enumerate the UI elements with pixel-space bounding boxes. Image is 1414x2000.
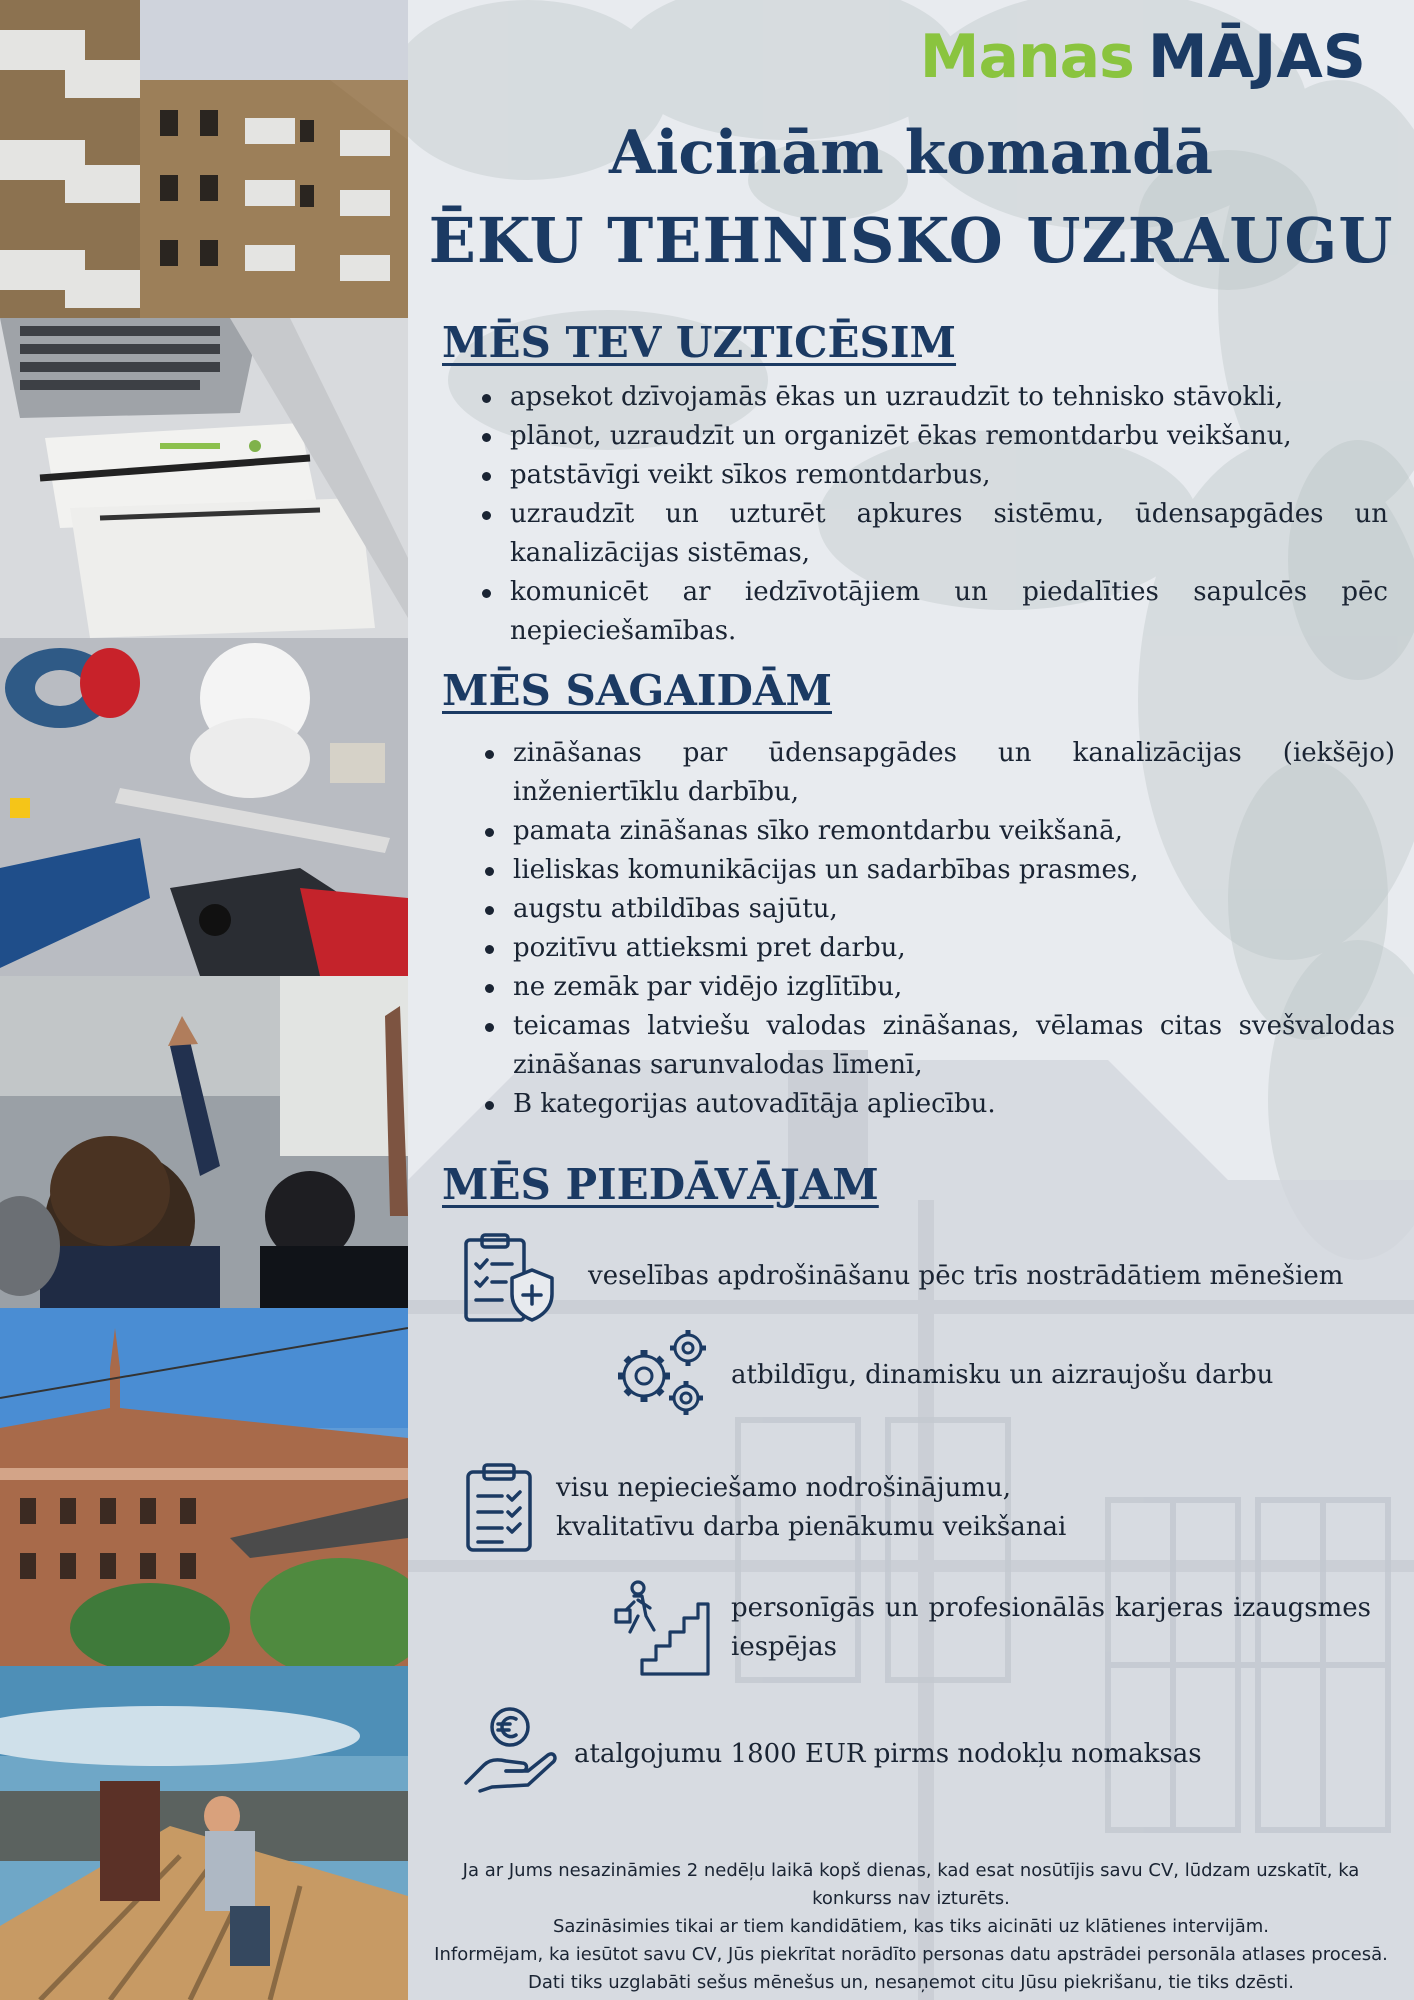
health-insurance-clipboard-icon [462,1232,558,1324]
list-item: teicamas latviešu valodas zināšanas, vēlamas citas svešvalodas zināšanas sarunvalodas līmenī, [513,1007,1395,1085]
photo-column [0,0,408,2000]
title-line-2: ĒKU TEHNISKO UZRAUGU [428,204,1394,277]
tools-light-bulbs-photo [0,638,408,976]
expect-list [513,734,1395,1124]
section-heading-trust: MĒS TEV UZTICĒSIM [442,318,957,367]
list-item: komunicēt ar iedzīvotājiem un piedalīties sapulcēs pēc nepieciešamības. [510,573,1388,651]
laptop-notebook-desk-photo [0,318,408,638]
list-item: uzraudzīt un uzturēt apkures sistēmu, ūdensapgādes un kanalizācijas sistēmas, [510,495,1388,573]
list-item: B kategorijas autovadītāja apliecību. [513,1085,1395,1124]
list-item: patstāvīgi veikt sīkos remontdarbus, [510,456,1388,495]
company-logo [920,22,1366,92]
offer-text-equipment: visu nepieciešamo nodrošinājumu, kvalitatīvu darba pienākumu veikšanai [556,1473,1067,1542]
footer-line: Dati tiks uzglabāti sešus mēnešus un, nesaņemot citu Jūsu piekrišanu, tie tiks dzēsti. [528,1972,1294,1993]
list-item: plānot, uzraudzīt un organizēt ēkas remontdarbu veikšanu, [510,417,1388,456]
roof-worker-photo [0,1666,408,2000]
offer-text-work: atbildīgu, dinamisku un aizraujošu darbu [731,1360,1274,1390]
list-item: zināšanas par ūdensapgādes un kanalizācijas (iekšējo) inženiertīklu darbību, [513,734,1395,812]
offer-text-insurance: veselības apdrošināšanu pēc trīs nostrādātiem mēnešiem [588,1261,1344,1291]
trust-list [510,378,1388,651]
list-item: pozitīvu attieksmi pret darbu, [513,929,1395,968]
offer-text-career: personīgās un profesionālās karjeras izaugsmes iespējas [731,1593,1371,1662]
list-item: augstu atbildības sajūtu, [513,890,1395,929]
career-stairs-icon [612,1580,712,1678]
euro-hand-icon [462,1703,558,1793]
offer-text-salary: atalgojumu 1800 EUR pirms nodokļu nomaksas [574,1739,1202,1769]
footer-disclaimer [408,1857,1414,1997]
footer-line: Sazināsimies tikai ar tiem kandidātiem, kas tiks aicināti uz klātienes intervijām. [552,1916,1270,1937]
raised-hands-meeting-photo [0,976,408,1308]
footer-line: Informējam, ka iesūtot savu CV, Jūs piekrītat norādīto personas datu apstrādei personāla atlases procesā. [434,1944,1388,1965]
footer-line: Ja ar Jums nesazināmies 2 nedēļu laikā kopš dienas, kad esat nosūtījis savu CV, lūdzam uzskatīt, ka [462,1860,1360,1881]
checklist-clipboard-icon [464,1462,534,1554]
logo-majas: MĀJAS [1147,22,1366,92]
title-line-1: Aicinām komandā [609,118,1213,188]
section-heading-expect: MĒS SAGAIDĀM [442,666,832,715]
section-heading-offer: MĒS PIEDĀVĀJAM [442,1160,879,1209]
historic-building-photo [0,1308,408,1666]
footer-line: konkurss nav izturēts. [812,1888,1010,1909]
brick-apartment-building-photo [0,0,408,318]
list-item: lieliskas komunikācijas un sadarbības prasmes, [513,851,1395,890]
logo-manas: Manas [919,22,1134,92]
list-item: apsekot dzīvojamās ēkas un uzraudzīt to tehnisko stāvokli, [510,378,1388,417]
list-item: ne zemāk par vidējo izglītību, [513,968,1395,1007]
gears-icon [612,1326,712,1418]
list-item: pamata zināšanas sīko remontdarbu veikšanā, [513,812,1395,851]
